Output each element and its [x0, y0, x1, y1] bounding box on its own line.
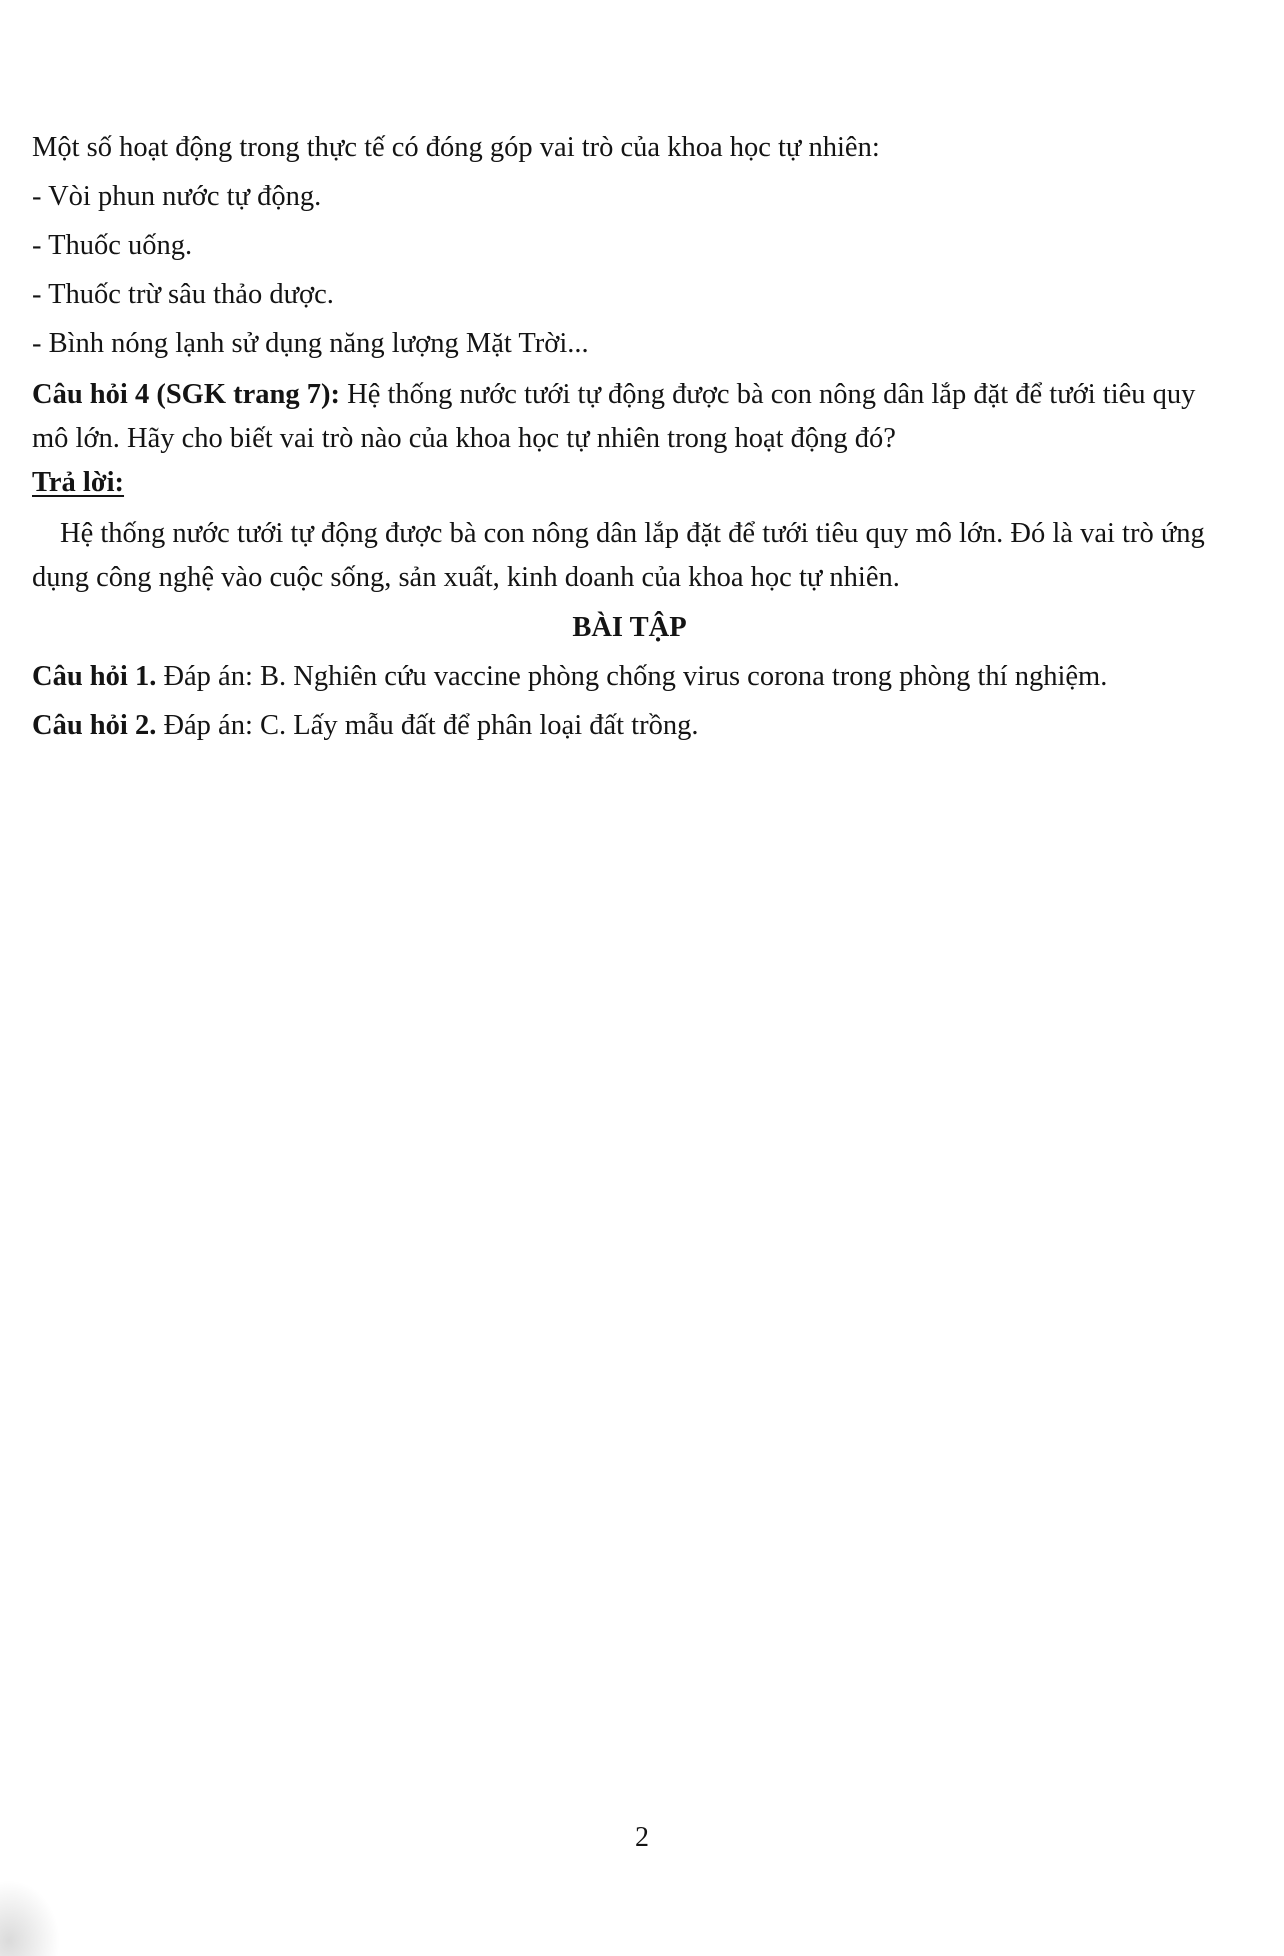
question-4-text: Hệ thống nước tưới tự động được bà con nông dân lắp đặt để tưới tiêu quy mô lớn. Hãy cho biết vai trò nào của khoa học tự nhiên trong hoạt động đó?: [32, 379, 1196, 454]
exercise-label: Câu hỏi 1.: [32, 661, 157, 692]
list-item: - Thuốc trừ sâu thảo dược.: [32, 279, 334, 310]
exercise-answer-1: [32, 657, 1227, 696]
question-4-label: Câu hỏi 4 (SGK trang 7):: [32, 379, 340, 410]
exercise-text: Đáp án: C. Lấy mẫu đất để phân loại đất trồng.: [156, 710, 699, 741]
exercise-text: Đáp án: B. Nghiên cứu vaccine phòng chống virus corona trong phòng thí nghiệm.: [156, 661, 1108, 692]
answer-text: Hệ thống nước tưới tự động được bà con nông dân lắp đặt để tưới tiêu quy mô lớn. Đó là vai trò ứng dụng công nghệ vào cuộc sống, sản xuất, kinh doanh của khoa học tự nhiên.: [32, 518, 1205, 593]
exercise-label: Câu hỏi 2.: [32, 710, 157, 741]
exercise-answer-2: [32, 706, 1227, 745]
exercises-title: BÀI TẬP: [572, 612, 687, 643]
page-content: [32, 128, 1227, 755]
question-4: [32, 373, 1227, 461]
scan-smudge: [0, 1880, 60, 1956]
intro-heading: Một số hoạt động trong thực tế có đóng góp vai trò của khoa học tự nhiên:: [32, 132, 880, 163]
list-item: - Bình nóng lạnh sử dụng năng lượng Mặt Trời...: [32, 328, 589, 359]
answer-label: Trả lời:: [32, 467, 125, 498]
page-number: 2: [635, 1822, 649, 1853]
list-item: - Vòi phun nước tự động.: [32, 181, 322, 212]
list-item: - Thuốc uống.: [32, 230, 193, 261]
